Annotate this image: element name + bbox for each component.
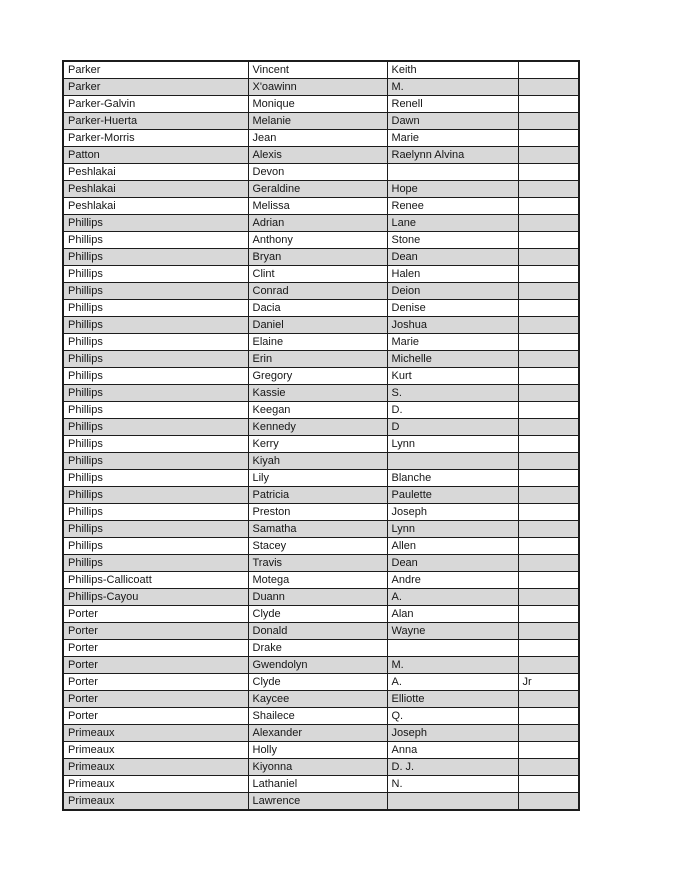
table-row (63, 419, 579, 436)
table-row (63, 402, 579, 419)
table-row (63, 589, 579, 606)
table-row (63, 385, 579, 402)
cell-first-name: Erin (248, 351, 387, 368)
cell-first-name: Patricia (248, 487, 387, 504)
table-row (63, 521, 579, 538)
cell-last-name: Parker-Galvin (63, 96, 248, 113)
cell-last-name: Phillips (63, 215, 248, 232)
cell-suffix (518, 589, 579, 606)
cell-middle-name: Kurt (387, 368, 518, 385)
table-row (63, 215, 579, 232)
cell-middle-name: Joseph (387, 504, 518, 521)
table-row (63, 555, 579, 572)
cell-last-name: Phillips (63, 249, 248, 266)
cell-middle-name: Anna (387, 742, 518, 759)
cell-middle-name: Marie (387, 334, 518, 351)
cell-last-name: Phillips (63, 470, 248, 487)
table-row (63, 147, 579, 164)
cell-middle-name: Allen (387, 538, 518, 555)
cell-suffix (518, 249, 579, 266)
table-row (63, 572, 579, 589)
cell-middle-name: Wayne (387, 623, 518, 640)
cell-suffix (518, 759, 579, 776)
cell-first-name: Donald (248, 623, 387, 640)
cell-middle-name: D. (387, 402, 518, 419)
cell-first-name: Alexis (248, 147, 387, 164)
cell-last-name: Phillips (63, 487, 248, 504)
table-row (63, 759, 579, 776)
table-row (63, 436, 579, 453)
cell-middle-name: M. (387, 657, 518, 674)
cell-first-name: Jean (248, 130, 387, 147)
cell-middle-name (387, 793, 518, 811)
cell-first-name: Gwendolyn (248, 657, 387, 674)
cell-middle-name: Raelynn Alvina (387, 147, 518, 164)
cell-last-name: Phillips-Callicoatt (63, 572, 248, 589)
cell-suffix (518, 215, 579, 232)
cell-first-name: Elaine (248, 334, 387, 351)
cell-suffix (518, 61, 579, 79)
table-row (63, 776, 579, 793)
cell-first-name: Alexander (248, 725, 387, 742)
cell-last-name: Phillips (63, 402, 248, 419)
cell-suffix (518, 725, 579, 742)
cell-last-name: Primeaux (63, 742, 248, 759)
cell-middle-name: Lane (387, 215, 518, 232)
cell-last-name: Primeaux (63, 725, 248, 742)
names-table (62, 60, 580, 811)
cell-suffix (518, 742, 579, 759)
cell-suffix (518, 283, 579, 300)
table-row (63, 232, 579, 249)
table-row (63, 708, 579, 725)
cell-first-name: Vincent (248, 61, 387, 79)
cell-suffix (518, 521, 579, 538)
cell-first-name: Travis (248, 555, 387, 572)
cell-middle-name: Joshua (387, 317, 518, 334)
cell-last-name: Primeaux (63, 759, 248, 776)
table-row (63, 96, 579, 113)
cell-suffix (518, 96, 579, 113)
cell-suffix (518, 232, 579, 249)
cell-middle-name: D. J. (387, 759, 518, 776)
cell-middle-name: Elliotte (387, 691, 518, 708)
cell-middle-name: M. (387, 79, 518, 96)
cell-middle-name: A. (387, 674, 518, 691)
cell-first-name: Lily (248, 470, 387, 487)
cell-suffix (518, 572, 579, 589)
table-row (63, 368, 579, 385)
cell-middle-name: Denise (387, 300, 518, 317)
cell-last-name: Phillips (63, 436, 248, 453)
cell-last-name: Phillips (63, 283, 248, 300)
cell-middle-name (387, 453, 518, 470)
cell-first-name: Lathaniel (248, 776, 387, 793)
table-row (63, 725, 579, 742)
cell-first-name: Clyde (248, 674, 387, 691)
cell-last-name: Phillips (63, 232, 248, 249)
table-row (63, 266, 579, 283)
table-row (63, 283, 579, 300)
cell-middle-name: Hope (387, 181, 518, 198)
cell-last-name: Phillips (63, 453, 248, 470)
cell-first-name: Clint (248, 266, 387, 283)
cell-middle-name: Paulette (387, 487, 518, 504)
cell-suffix (518, 640, 579, 657)
table-row (63, 334, 579, 351)
table-row (63, 487, 579, 504)
cell-last-name: Phillips (63, 419, 248, 436)
cell-first-name: Holly (248, 742, 387, 759)
cell-middle-name: Alan (387, 606, 518, 623)
cell-middle-name: Blanche (387, 470, 518, 487)
cell-first-name: Melanie (248, 113, 387, 130)
cell-last-name: Porter (63, 708, 248, 725)
cell-middle-name: Renee (387, 198, 518, 215)
cell-first-name: Kassie (248, 385, 387, 402)
cell-first-name: Devon (248, 164, 387, 181)
cell-middle-name: D (387, 419, 518, 436)
cell-suffix (518, 198, 579, 215)
cell-last-name: Phillips (63, 334, 248, 351)
table-row (63, 793, 579, 811)
cell-middle-name: Marie (387, 130, 518, 147)
cell-first-name: Conrad (248, 283, 387, 300)
table-row (63, 351, 579, 368)
cell-last-name: Porter (63, 674, 248, 691)
cell-suffix (518, 402, 579, 419)
cell-first-name: Duann (248, 589, 387, 606)
cell-suffix (518, 657, 579, 674)
cell-middle-name: Renell (387, 96, 518, 113)
cell-suffix (518, 181, 579, 198)
cell-middle-name: Dawn (387, 113, 518, 130)
cell-suffix (518, 708, 579, 725)
cell-first-name: Adrian (248, 215, 387, 232)
cell-last-name: Phillips (63, 555, 248, 572)
table-row (63, 130, 579, 147)
cell-last-name: Primeaux (63, 776, 248, 793)
cell-last-name: Porter (63, 640, 248, 657)
cell-suffix (518, 555, 579, 572)
cell-suffix (518, 79, 579, 96)
cell-first-name: Preston (248, 504, 387, 521)
table-row (63, 674, 579, 691)
cell-suffix: Jr (518, 674, 579, 691)
cell-suffix (518, 266, 579, 283)
cell-suffix (518, 504, 579, 521)
cell-middle-name: Lynn (387, 436, 518, 453)
cell-first-name: Kiyonna (248, 759, 387, 776)
cell-last-name: Phillips (63, 317, 248, 334)
cell-suffix (518, 368, 579, 385)
table-row (63, 606, 579, 623)
table-row (63, 317, 579, 334)
table-row (63, 249, 579, 266)
cell-suffix (518, 130, 579, 147)
cell-first-name: Melissa (248, 198, 387, 215)
cell-middle-name: Dean (387, 555, 518, 572)
table-row (63, 691, 579, 708)
cell-middle-name (387, 640, 518, 657)
cell-suffix (518, 453, 579, 470)
cell-last-name: Primeaux (63, 793, 248, 811)
cell-last-name: Phillips (63, 300, 248, 317)
cell-suffix (518, 793, 579, 811)
cell-suffix (518, 300, 579, 317)
cell-first-name: Monique (248, 96, 387, 113)
cell-middle-name: Stone (387, 232, 518, 249)
cell-first-name: Gregory (248, 368, 387, 385)
cell-suffix (518, 334, 579, 351)
table-row (63, 198, 579, 215)
cell-last-name: Peshlakai (63, 164, 248, 181)
cell-suffix (518, 470, 579, 487)
cell-middle-name: Halen (387, 266, 518, 283)
cell-last-name: Parker (63, 61, 248, 79)
cell-first-name: Samatha (248, 521, 387, 538)
cell-first-name: Lawrence (248, 793, 387, 811)
cell-first-name: Anthony (248, 232, 387, 249)
cell-first-name: Stacey (248, 538, 387, 555)
cell-suffix (518, 623, 579, 640)
cell-first-name: Drake (248, 640, 387, 657)
table-row (63, 300, 579, 317)
cell-middle-name: Q. (387, 708, 518, 725)
cell-first-name: Motega (248, 572, 387, 589)
cell-last-name: Phillips (63, 521, 248, 538)
cell-middle-name: Keith (387, 61, 518, 79)
cell-suffix (518, 164, 579, 181)
cell-last-name: Peshlakai (63, 198, 248, 215)
cell-suffix (518, 436, 579, 453)
table-row (63, 623, 579, 640)
cell-first-name: Bryan (248, 249, 387, 266)
cell-suffix (518, 113, 579, 130)
cell-last-name: Peshlakai (63, 181, 248, 198)
cell-suffix (518, 538, 579, 555)
table-row (63, 164, 579, 181)
cell-first-name: X'oawinn (248, 79, 387, 96)
cell-last-name: Phillips (63, 385, 248, 402)
cell-suffix (518, 606, 579, 623)
table-row (63, 113, 579, 130)
table-row (63, 61, 579, 79)
cell-last-name: Porter (63, 606, 248, 623)
cell-middle-name: Dean (387, 249, 518, 266)
cell-first-name: Keegan (248, 402, 387, 419)
cell-middle-name: Deion (387, 283, 518, 300)
cell-middle-name: N. (387, 776, 518, 793)
table-row (63, 742, 579, 759)
cell-suffix (518, 147, 579, 164)
cell-middle-name (387, 164, 518, 181)
cell-last-name: Parker-Morris (63, 130, 248, 147)
cell-first-name: Kiyah (248, 453, 387, 470)
cell-last-name: Phillips-Cayou (63, 589, 248, 606)
table-row (63, 657, 579, 674)
cell-suffix (518, 351, 579, 368)
cell-last-name: Phillips (63, 504, 248, 521)
table-row (63, 538, 579, 555)
cell-first-name: Kerry (248, 436, 387, 453)
cell-last-name: Phillips (63, 351, 248, 368)
table-row (63, 640, 579, 657)
cell-last-name: Phillips (63, 538, 248, 555)
cell-suffix (518, 419, 579, 436)
cell-middle-name: Michelle (387, 351, 518, 368)
cell-suffix (518, 487, 579, 504)
cell-suffix (518, 317, 579, 334)
table-row (63, 470, 579, 487)
cell-last-name: Parker (63, 79, 248, 96)
table-row (63, 453, 579, 470)
cell-first-name: Clyde (248, 606, 387, 623)
cell-middle-name: A. (387, 589, 518, 606)
cell-middle-name: S. (387, 385, 518, 402)
table-row (63, 504, 579, 521)
cell-middle-name: Joseph (387, 725, 518, 742)
cell-first-name: Shailece (248, 708, 387, 725)
cell-last-name: Patton (63, 147, 248, 164)
cell-middle-name: Lynn (387, 521, 518, 538)
cell-first-name: Dacia (248, 300, 387, 317)
cell-suffix (518, 691, 579, 708)
cell-suffix (518, 776, 579, 793)
cell-last-name: Phillips (63, 368, 248, 385)
cell-last-name: Parker-Huerta (63, 113, 248, 130)
cell-last-name: Porter (63, 623, 248, 640)
cell-first-name: Daniel (248, 317, 387, 334)
cell-middle-name: Andre (387, 572, 518, 589)
cell-last-name: Porter (63, 691, 248, 708)
cell-first-name: Kaycee (248, 691, 387, 708)
table-row (63, 181, 579, 198)
cell-last-name: Porter (63, 657, 248, 674)
table-row (63, 79, 579, 96)
cell-last-name: Phillips (63, 266, 248, 283)
cell-first-name: Kennedy (248, 419, 387, 436)
cell-first-name: Geraldine (248, 181, 387, 198)
cell-suffix (518, 385, 579, 402)
